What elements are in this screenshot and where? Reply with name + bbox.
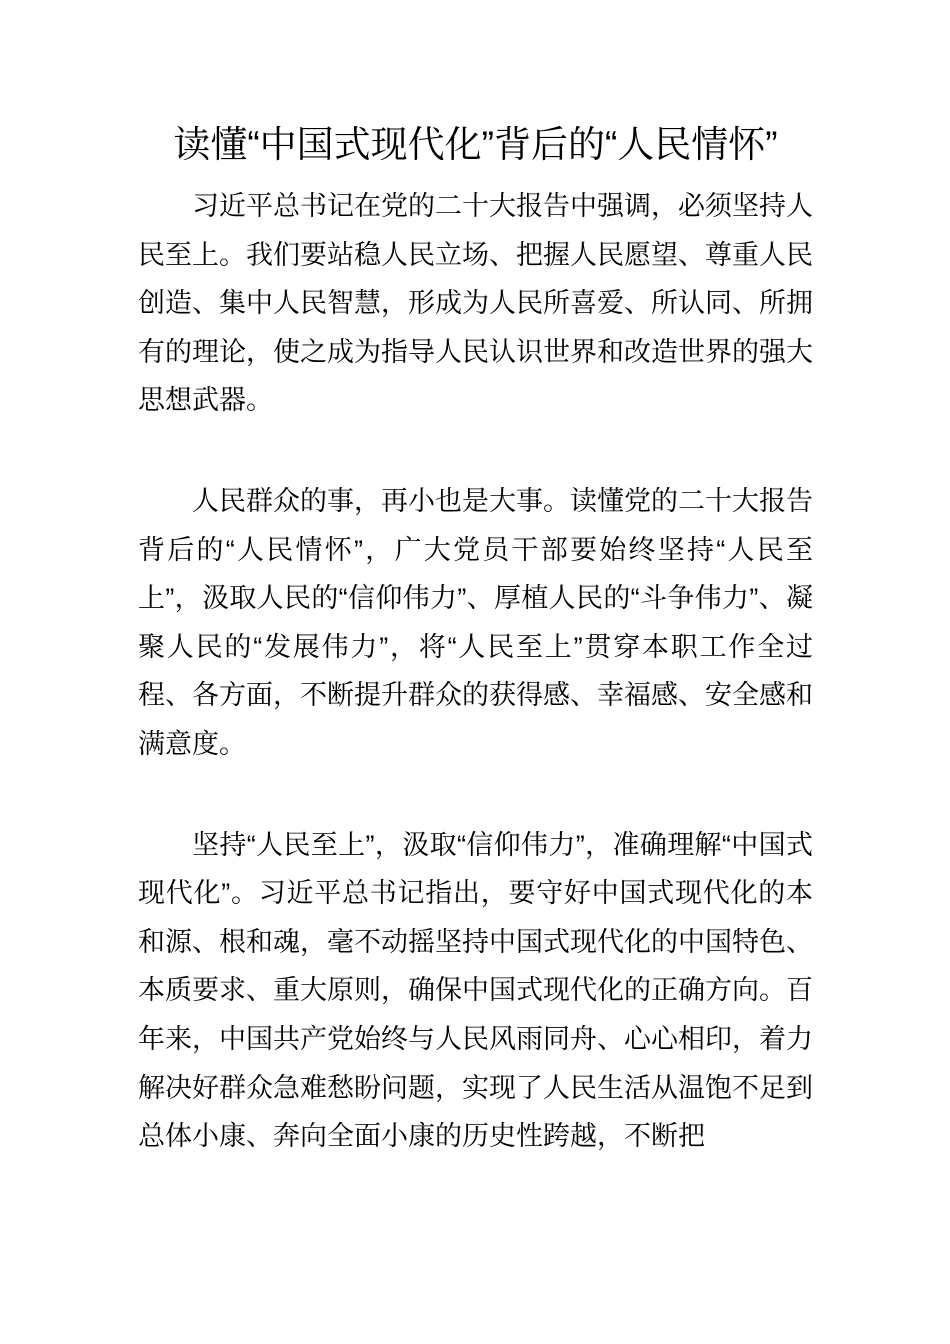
- paragraph: 习近平总书记在党的二十大报告中强调，必须坚持人民至上。我们要站稳人民立场、把握人民愿望、尊重人民创造、集中人民智慧，形成为人民所喜爱、所认同、所拥有的理论，使之成为指导人民认识世界和改造世界的强大思想武器。: [138, 191, 813, 416]
- document-title: 读懂“中国式现代化”背后的“人民情怀”: [173, 124, 778, 165]
- paragraph: 坚持“人民至上”，汲取“信仰伟力”，准确理解“中国式现代化”。习近平总书记指出，要守好中国式现代化的本和源、根和魂，毫不动摇坚持中国式现代化的中国特色、本质要求、重大原则，确保中国式现代化的正确方向。百年来，中国共产党始终与人民风雨同舟、心心相印，着力解决好群众急难愁盼问题，实现了人民生活从温饱不足到总体小康、奔向全面小康的历史性跨越，不断把: [138, 829, 813, 1152]
- paragraph: 人民群众的事，再小也是大事。读懂党的二十大报告背后的“人民情怀”，广大党员干部要始终坚持“人民至上”，汲取人民的“信仰伟力”、厚植人民的“斗争伟力”、凝聚人民的“发展伟力”，将“人民至上”贯穿本职工作全过程、各方面，不断提升群众的获得感、幸福感、安全感和满意度。: [138, 485, 813, 759]
